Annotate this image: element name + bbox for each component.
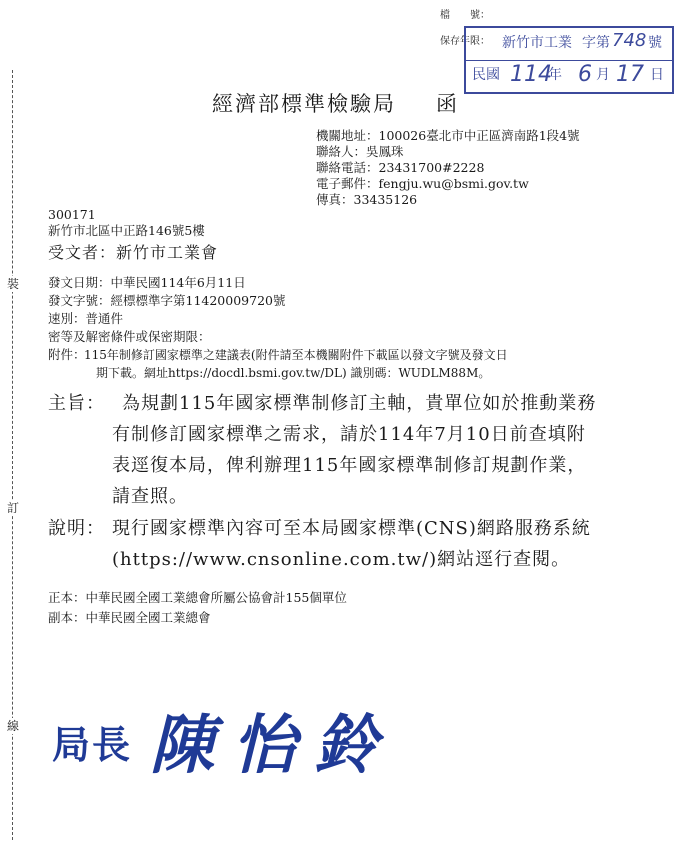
stamp-number: 748 <box>612 30 647 51</box>
agency-name: 經濟部標準檢驗局 <box>212 92 396 116</box>
stamp-ri: 日 <box>650 67 664 83</box>
stamp-year: 114 <box>510 62 552 87</box>
signature-name: 陳怡鈴 <box>150 709 396 783</box>
subject-label: 主旨： <box>48 393 105 414</box>
stamp-month: 6 <box>578 62 592 87</box>
sender-email: 電子郵件：fengju.wu@bsmi.gov.tw <box>316 176 529 191</box>
stamp-org: 新竹市工業 <box>502 35 572 51</box>
sender-address: 機關地址：100026臺北市中正區濟南路1段4號 <box>316 128 580 143</box>
explanation-label: 說明： <box>48 518 105 539</box>
document-number: 發文字號：經標標準字第11420009720號 <box>48 293 286 308</box>
binding-mark-xian: 線 <box>4 718 22 734</box>
recipient-line: 受文者：新竹市工業會 <box>48 243 219 262</box>
explanation-line-1: 現行國家標準內容可至本局國家標準(CNS)網路服務系統 <box>112 518 591 539</box>
document-type: 函 <box>436 92 459 116</box>
retention-label: 保存年限： <box>440 36 490 47</box>
file-number-label: 檔 號： <box>440 10 490 21</box>
copy-recipients: 副本：中華民國全國工業總會 <box>48 610 211 625</box>
recipient-address: 新竹市北區中正路146號5樓 <box>48 223 205 238</box>
stamp-day: 17 <box>616 62 644 87</box>
stamp-hao: 號 <box>648 35 662 51</box>
attachment-line-2: 期下載。網址https://docdl.bsmi.gov.tw/DL) 識別碼：WUDLM88M。 <box>96 366 491 380</box>
recipient-postcode: 300171 <box>48 207 96 222</box>
stamp-yue: 月 <box>596 67 610 83</box>
sender-contact: 聯絡人：吳鳳珠 <box>316 144 404 159</box>
binding-mark-zhuang: 裝 <box>4 276 22 292</box>
delivery-speed: 速別：普通件 <box>48 311 124 326</box>
signature-title: 局長 <box>52 723 133 767</box>
issue-date: 發文日期：中華民國114年6月11日 <box>48 275 246 290</box>
subject-line-3: 表逕復本局，俾利辦理115年國家標準制修訂規劃作業， <box>112 455 587 476</box>
received-stamp <box>464 26 674 94</box>
stamp-era: 民國 <box>472 67 500 83</box>
subject-line-1: 為規劃115年國家標準制修訂主軸，貴單位如於推動業務 <box>122 393 597 414</box>
attachment-label: 附件： <box>48 347 86 362</box>
stamp-nian: 年 <box>548 67 562 83</box>
subject-line-2: 有制修訂國家標準之需求，請於114年7月10日前查填附 <box>112 424 586 445</box>
sender-fax: 傳真：33435126 <box>316 192 418 207</box>
stamp-zi: 字第 <box>582 35 610 51</box>
secrecy-level: 密等及解密條件或保密期限： <box>48 329 211 344</box>
attachment-line-1: 115年制修訂國家標準之建議表(附件請至本機關附件下載區以發文字號及發文日 <box>84 348 508 362</box>
subject-line-4: 請查照。 <box>112 486 188 507</box>
explanation-line-2: (https://www.cnsonline.com.tw/)網站逕行查閱。 <box>112 549 571 570</box>
binding-mark-ding: 訂 <box>4 500 22 516</box>
sender-phone: 聯絡電話：23431700#2228 <box>316 160 485 175</box>
original-recipients: 正本：中華民國全國工業總會所屬公協會計155個單位 <box>48 590 347 605</box>
